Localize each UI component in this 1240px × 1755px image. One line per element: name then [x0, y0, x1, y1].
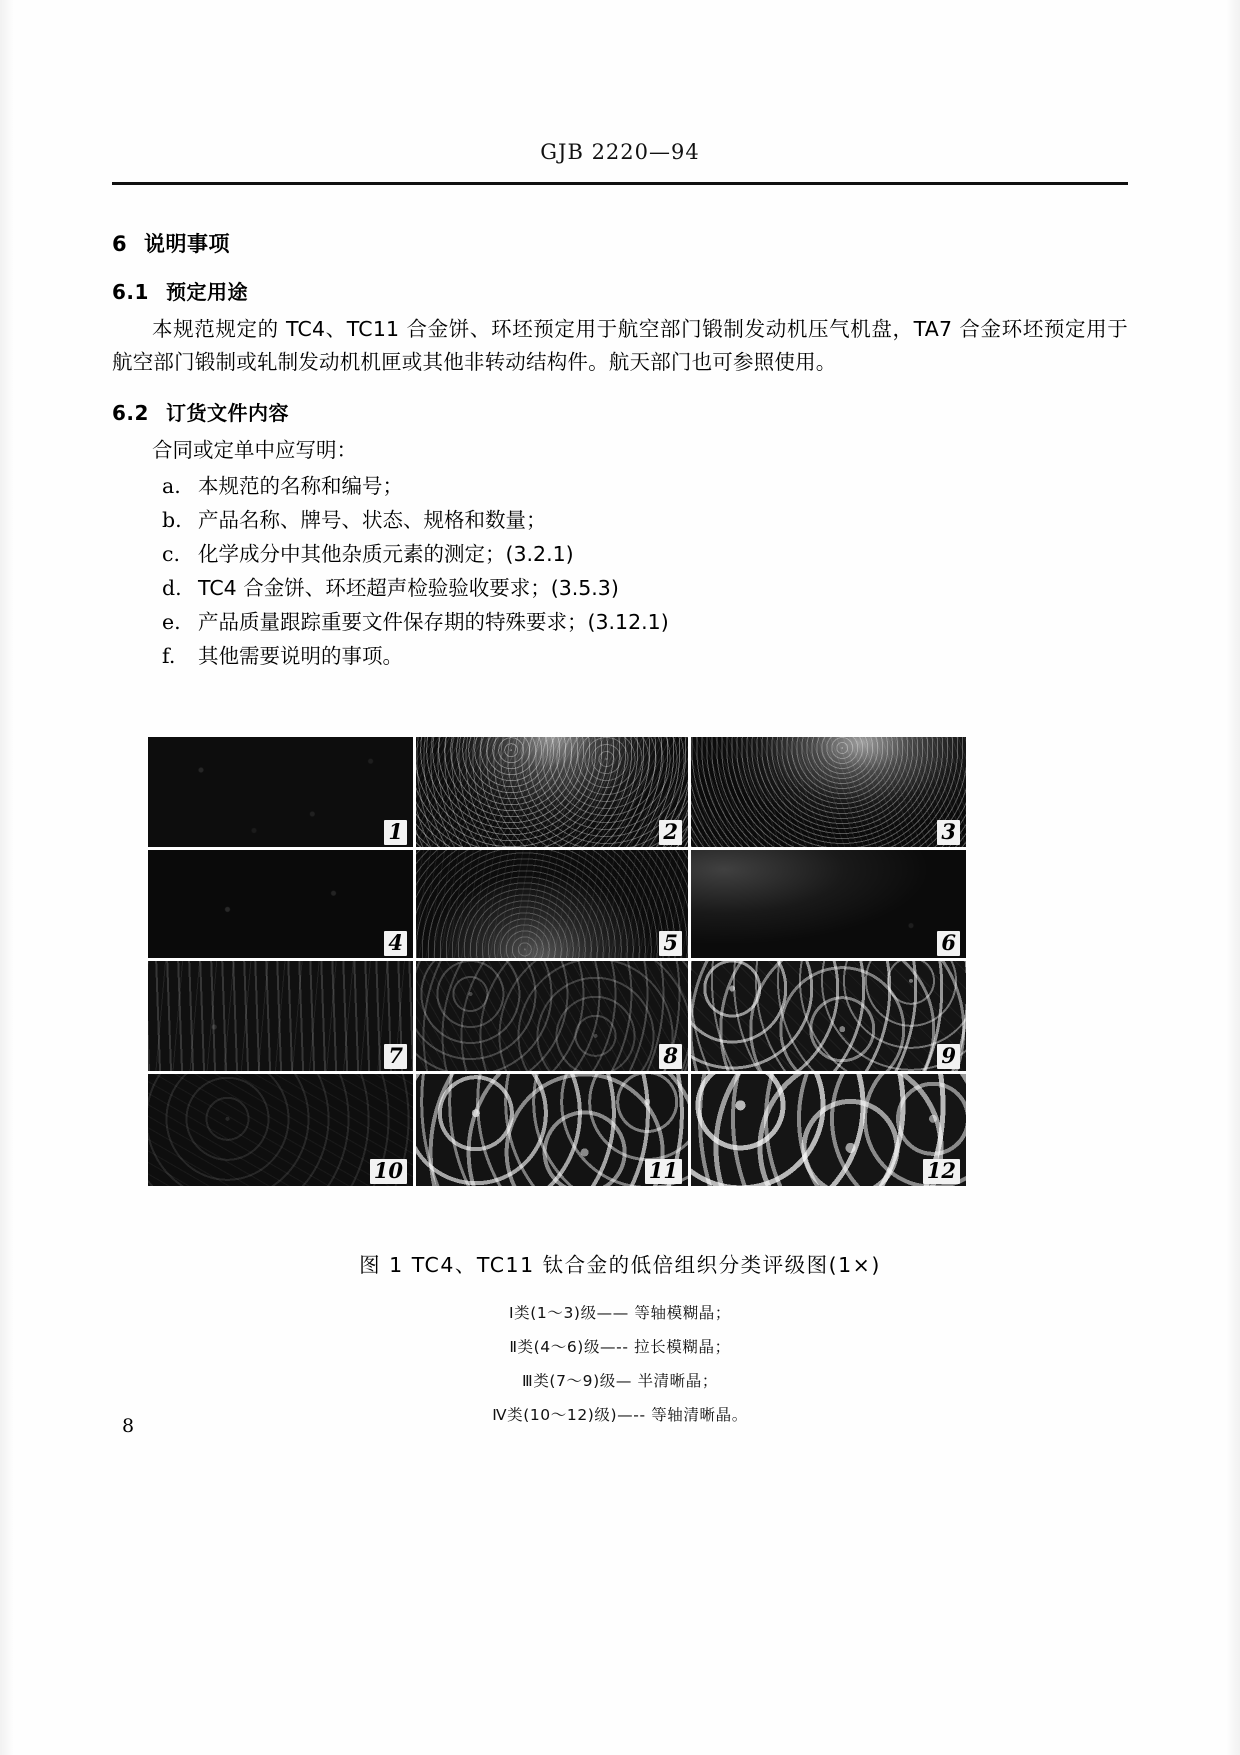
page-header [112, 140, 1128, 164]
micrograph-cell [148, 850, 413, 958]
micrograph-cell [416, 850, 688, 958]
legend-row: Ⅲ类(7～9)级— 半清晰晶； [522, 1372, 718, 1390]
legend-row: Ⅰ类(1～3)级—— 等轴模糊晶； [508, 1304, 732, 1322]
micrograph-cell [148, 1074, 413, 1186]
page-number: 8 [122, 1415, 135, 1437]
micrograph-label: 8 [659, 1044, 682, 1069]
list-item-marker: d. [162, 576, 182, 600]
section-title-6: 说明事项 [144, 232, 230, 256]
micrograph-cell [691, 1074, 966, 1186]
list-item [112, 503, 1128, 537]
list-item-text: 产品质量跟踪重要文件保存期的特殊要求；(3.12.1) [198, 610, 669, 634]
scan-edge-left [0, 0, 14, 1755]
list-item-text: 产品名称、牌号、状态、规格和数量； [198, 508, 547, 532]
list-item-marker: b. [162, 508, 182, 532]
section-number-6-2: 6.2 [112, 401, 149, 425]
list-item-text: 化学成分中其他杂质元素的测定；(3.2.1) [198, 542, 574, 566]
section-6-2-lead: 合同或定单中应写明： [152, 438, 357, 462]
list-item [112, 605, 1128, 639]
section-heading-6-1 [112, 276, 1128, 305]
micrograph-grid [148, 737, 960, 1183]
micrograph-label: 10 [370, 1159, 407, 1184]
section-number-6: 6 [112, 232, 128, 256]
figure-caption: 图 1 TC4、TC11 钛合金的低倍组织分类评级图(1×) [359, 1253, 881, 1277]
micrograph-cell [416, 1074, 688, 1186]
standard-id: GJB 2220—94 [540, 140, 700, 164]
micrograph-cell [416, 737, 688, 847]
micrograph-cell [416, 961, 688, 1071]
micrograph-label: 9 [937, 1044, 960, 1069]
list-item-marker: e. [162, 610, 181, 634]
scan-edge-right [1226, 0, 1240, 1755]
list-item [112, 537, 1128, 571]
micrograph-label: 2 [659, 820, 682, 845]
micrograph-label: 12 [923, 1159, 960, 1184]
section-heading-6-2 [112, 397, 1128, 426]
figure-1-image [148, 737, 960, 1183]
micrograph-label: 6 [937, 931, 960, 956]
list-item [112, 571, 1128, 605]
list-item-text: 本规范的名称和编号； [198, 474, 403, 498]
list-item [112, 639, 1128, 673]
micrograph-label: 4 [384, 931, 407, 956]
list-item-text: 其他需要说明的事项。 [198, 644, 403, 668]
figure-legend [112, 1296, 1128, 1432]
order-document-list [112, 469, 1128, 673]
micrograph-label: 1 [384, 820, 407, 845]
micrograph-cell [691, 961, 966, 1071]
section-heading-6 [112, 228, 1128, 258]
micrograph-label: 3 [937, 820, 960, 845]
micrograph-cell [148, 961, 413, 1071]
document-body [112, 210, 1128, 673]
section-title-6-2: 订货文件内容 [166, 401, 289, 425]
list-item [112, 469, 1128, 503]
section-number-6-1: 6.1 [112, 280, 149, 304]
list-item-marker: c. [162, 542, 180, 566]
list-item-text: TC4 合金饼、环坯超声检验验收要求；(3.5.3) [198, 576, 619, 600]
legend-row: Ⅳ类(10～12)级)—-- 等轴清晰晶。 [492, 1406, 748, 1424]
micrograph-label: 7 [384, 1044, 407, 1069]
section-title-6-1: 预定用途 [166, 280, 248, 304]
section-6-1-paragraph: 本规范规定的 TC4、TC11 合金饼、环坯预定用于航空部门锻制发动机压气机盘，TA7 合金环坯预定用于航空部门锻制或轧制发动机机匣或其他非转动结构件。航天部门也可参照使用。 [112, 317, 1128, 374]
micrograph-cell [148, 737, 413, 847]
micrograph-cell [691, 850, 966, 958]
header-divider [112, 182, 1128, 185]
list-item-marker: f. [162, 644, 176, 668]
list-item-marker: a. [162, 474, 181, 498]
micrograph-cell [691, 737, 966, 847]
micrograph-label: 5 [659, 931, 682, 956]
legend-row: Ⅱ类(4～6)级—-- 拉长模糊晶； [509, 1338, 731, 1356]
micrograph-label: 11 [645, 1159, 682, 1184]
